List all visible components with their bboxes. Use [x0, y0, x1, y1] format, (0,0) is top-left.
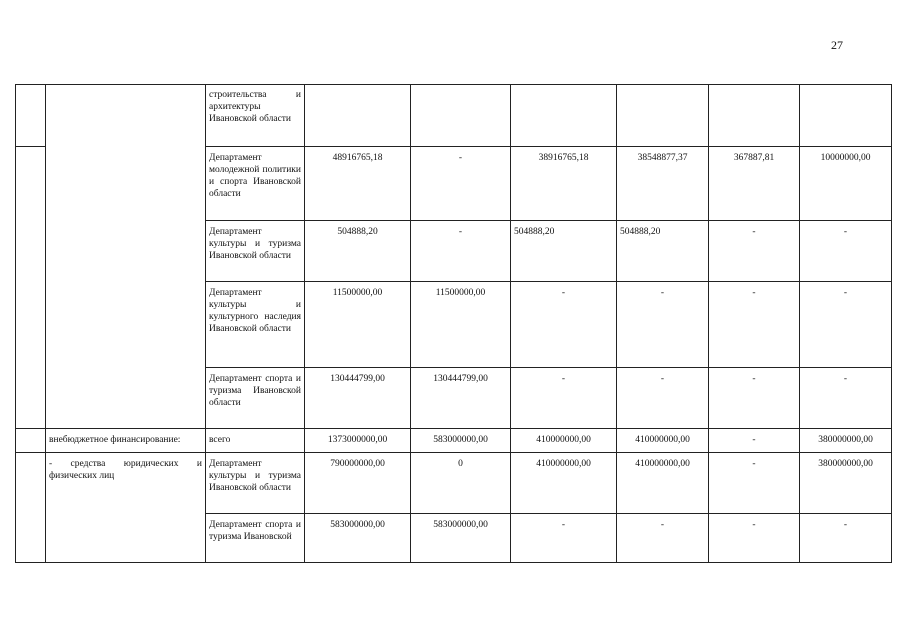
table-cell-federal: 583000000,00 [411, 429, 511, 453]
table-cell-value-1: 410000000,00 [617, 429, 709, 453]
table-cell-department: Департамент молодежной политики и спорта Ивановской области [206, 147, 305, 221]
table-row [16, 85, 892, 147]
table-cell-value-2: 367887,81 [709, 147, 800, 221]
table-cell-regional [511, 85, 617, 147]
table-cell-total: 11500000,00 [305, 282, 411, 368]
table-cell-index [16, 85, 46, 147]
table-cell-index [16, 429, 46, 453]
table-cell-regional: - [511, 514, 617, 563]
table-cell-federal [411, 85, 511, 147]
table-row [16, 429, 892, 453]
table-cell-value-3 [800, 85, 892, 147]
table-cell-total [305, 85, 411, 147]
table-cell-total: 48916765,18 [305, 147, 411, 221]
table-cell-value-3: - [800, 221, 892, 282]
table-cell-department: Департамент спорта и туризма Ивановской [206, 514, 305, 563]
table-cell-federal: 130444799,00 [411, 368, 511, 429]
table-cell-regional: 410000000,00 [511, 453, 617, 514]
page-number: 27 [831, 38, 843, 52]
table-cell-value-3: - [800, 282, 892, 368]
table-cell-value-2 [709, 85, 800, 147]
table-cell-federal: 11500000,00 [411, 282, 511, 368]
table-cell-total: 583000000,00 [305, 514, 411, 563]
table-cell-source [46, 85, 206, 429]
table-cell-regional: 410000000,00 [511, 429, 617, 453]
table-cell-regional: 38916765,18 [511, 147, 617, 221]
table-cell-value-1: 38548877,37 [617, 147, 709, 221]
table-cell-department: Департамент культуры и туризма Ивановской области [206, 221, 305, 282]
table-cell-value-1: - [617, 514, 709, 563]
table-cell-value-3: - [800, 368, 892, 429]
table-cell-value-3: 380000000,00 [800, 453, 892, 514]
table-cell-source: внебюджетное финансирование: [46, 429, 206, 453]
table-cell-value-2: - [709, 221, 800, 282]
table-cell-value-1 [617, 85, 709, 147]
table-cell-value-1: - [617, 282, 709, 368]
table-cell-value-2: - [709, 429, 800, 453]
table-cell-regional: - [511, 368, 617, 429]
table-cell-value-2: - [709, 282, 800, 368]
table-cell-department: всего [206, 429, 305, 453]
table-cell-value-2: - [709, 368, 800, 429]
table-cell-value-3: - [800, 514, 892, 563]
table-cell-index [16, 147, 46, 429]
table-row [16, 453, 892, 514]
table-cell-value-3: 10000000,00 [800, 147, 892, 221]
table-cell-federal: 0 [411, 453, 511, 514]
table-cell-department: Департамент спорта и туризма Ивановской области [206, 368, 305, 429]
table-cell-federal: - [411, 147, 511, 221]
table-cell-department: Департамент культуры и туризма Ивановской области [206, 453, 305, 514]
table-cell-index [16, 453, 46, 563]
table-cell-total: 1373000000,00 [305, 429, 411, 453]
table-cell-value-2: - [709, 514, 800, 563]
table-cell-federal: 583000000,00 [411, 514, 511, 563]
table-cell-total: 790000000,00 [305, 453, 411, 514]
table-cell-total: 504888,20 [305, 221, 411, 282]
table-cell-value-1: 410000000,00 [617, 453, 709, 514]
table-cell-regional: - [511, 282, 617, 368]
table-cell-department: Департамент культуры и культурного наследия Ивановской области [206, 282, 305, 368]
table-cell-value-1: 504888,20 [617, 221, 709, 282]
table-cell-federal: - [411, 221, 511, 282]
table-cell-total: 130444799,00 [305, 368, 411, 429]
table-cell-source: - средства юридических и физических лиц [46, 453, 206, 563]
table-cell-value-2: - [709, 453, 800, 514]
table-cell-value-1: - [617, 368, 709, 429]
table-cell-department: строительства и архитектуры Ивановской области [206, 85, 305, 147]
table-cell-value-3: 380000000,00 [800, 429, 892, 453]
budget-table [15, 84, 892, 563]
table-cell-regional: 504888,20 [511, 221, 617, 282]
